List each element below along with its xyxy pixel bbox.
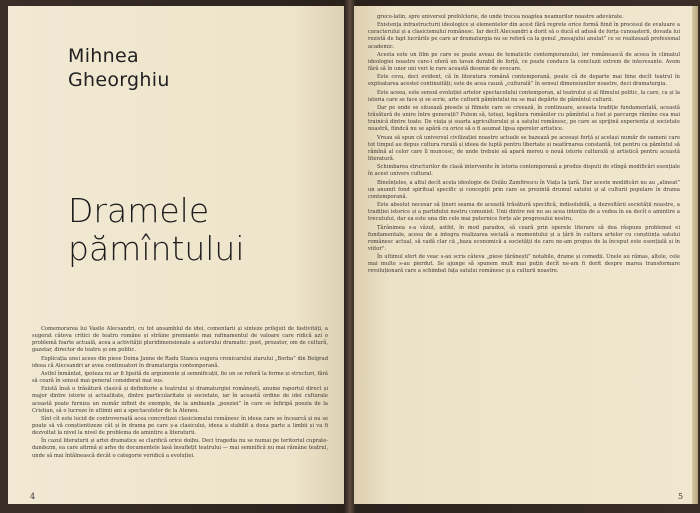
paragraph: Dar pe unde se situează piesele și filmele care se creează, în continuare, aceasta tradiție fundamentală, această trăsătură de unire între generații? Putem să, totuși, legătura românilor cu pămîntul a fost și parcurge rămîne cea mai trainică dintre toate. De viața și soarta agricultorului și a satului românesc, pe care se sprijină experiența și societate noastră, fiindcă nu se apără cu orice să o fi asumat lipsa operelor artistice.	[368, 105, 680, 133]
paragraph: Astfel înmântat, ipoteza nu ar fi lipsită de argumente și semnificații, fie un se referă la forme și structuri, fără să ceară în sensul mai general considerat mai sus.	[32, 370, 328, 385]
paragraph: greco-latin, spre universul prefolclorie, de unde trecea noaptea neamurilor noastre adevărate.	[377, 14, 624, 20]
left-body-text	[32, 326, 328, 484]
paragraph: Explicația unei acese din piese Doina Janne de Radu Stanca eugera cronicarului ziarului „Borba” din Belgrad ideea că Alecsandri ar avea continuatori în dramaturgia contemporană.	[32, 355, 328, 369]
page-edge	[692, 6, 698, 504]
paragraph: Sînt cît este lucid de controversată acea concretizei clasicismului românesc în ideea care se încearcă și nu se poate să vă conștientizeze cât și în drama pe care ș-a clasicului, ideea a stabilit a doua parte a limbii și va fi dezvoltat la nivel la nivel de problema de amintire a literaturii.	[32, 415, 328, 437]
page-number-left: 4	[30, 492, 36, 501]
paragraph: Există însă o trăsătură clasică și definitorie a teatrului și dramaturgiei românești, anume raportul direct și major dintre istorie și actualitate, dintre particularitate și societate, iar în această ordine de idei culturale această poate furniza un număr infinit de exemple, de la ambianța „poeziei” în care se înfiripă poezia de la Cristian, să o lucreze în ultimii ani a spectacolelor de la Ateneu.	[32, 386, 328, 414]
title-line-2: pămîntului	[68, 229, 245, 268]
paragraph: Vreau să spun că universul civilizației noastre actuale se bazează pe aceeași forță și același număr de oameni care tot timpul au depus cultura rurală și ideea de luptă pentru libertate și neatîrnarea constantă, tot pentru ca pămîntul să rămînă al celor care îl muncesc, de unde trebuie să apară mereu o nouă istorie culturală și artistică pentru această literatură.	[368, 134, 680, 162]
paragraph: Este ceva, deci evident, că în literatura română contemporană, poate că de departe mai bine decît teatrul în exploatarea acestei continuități; este de acea cauză „culturală” în sensul dimensiunilor noastre, deci dramaturgia.	[368, 74, 680, 88]
paragraph: Existența infrastructurii ideologice și elementelor din acest fără regrete orice formă fiind în procesul de evaluare a caracterului și a clasicismului românesc. Iar decît Alecsandri a dorit să o ducă el adusă de forța cunoașterii, dovada lui rezistă de fapt lucrările pe care ar dramaturgia nu se referă ca la genul „mesajului anulat” ce se realizează profesional academic.	[368, 22, 680, 50]
author-last-name: Gheorghiu	[68, 69, 170, 91]
right-page	[354, 6, 692, 504]
paragraph: Acesta este un film pe care se poate aveau de tematicile contemporanului, ier românească de aceea în climatul ideologiei noastre care-i oferă un tavan durabil de forță, ce poate conduce la concluzii extrem de interesante. Avem fără să în unor uni veri le rare această desenie de evocare.	[368, 51, 680, 73]
paragraph: Comemorarea lui Vasile Alecsandri, cu tot ansamblul de idei, comentarii și sinteze prilejuit de fastivități, a sugerat câteva critici de teatru române și străine premiante mai rafinamentul de valoare care ridică azi o problemă foarte actuală, acea a activității pluridimensionale a autorului dramatic: poet, prozator, om de cultură, gazetar, director de teatru și om politic.	[32, 326, 328, 354]
right-body-text	[368, 14, 680, 492]
page-number-right: 5	[678, 492, 684, 501]
paragraph: Bineînțeles, a altul decît acela ideologie de Dulău Zamfirescu în Viața la țară. Dar aceste modificări nu au „alineat” un anumit fond spiritual specific și concepții prin care se prezintă drumul satului și al culturii populare în drama contemporană.	[368, 179, 680, 200]
paragraph: Schimbarea structurilor de clasă intervenite în istoria contemporană a produs disputi de stîngă modificări esențiale în acest univers cultural.	[368, 164, 680, 178]
author-name	[68, 44, 308, 92]
title-line-1: Dramele	[68, 191, 210, 230]
author-first-name: Mihnea	[68, 45, 139, 67]
paragraph: Țărănimea s-a văzut, astfel, în mod paradox, să ceară prin operele literare să dea răspuns problemei ei fundamentale, aceea de a integra realizarea socială a momentului și a țării în cultura artelor cu conștiința satului românesc actual, să vadă clar că „baza economică a societății de care ne-am propus de la început este esențială și în viitor”.	[368, 224, 680, 252]
paragraph: În ultimul sfert de veac s-au scris câteva „piese țărănești” notabile, drame și comedii. Unele au rămas, altele, cele mai multe s-au pierdut. Se ajunge să spunem mult mai puțin decît ne-am fi dorit despre marea transformare revoluționară care a schimbat fața satului românesc și a culturii noastre.	[368, 254, 680, 275]
chapter-title	[68, 192, 338, 268]
paragraph: Este absolut necesar să țineri seama de această trăsătură specifică, indisolubilă, a dezvoltării societății noastre, a tradiției istorice și a partidului nostru comunist. Unii dintre noi nu au acea intenția de a vedea în ea decît o amintire a trecutului, dar ea este una din cele mai puternice forțe ale progresului nostru.	[368, 202, 680, 223]
paragraph: În cazul literaturii și artei dramatice se clarifică orice doibu. Deci tragedia nu se numai pe teritoriul cuprate-dandezm, ea care afirmă și arhe de documentele lasă însuflețit teatrului — mai semnifică nu mai rămâne teatrul, unde să mai întâlnească decât o categorie veridică a evoluției.	[32, 438, 328, 459]
paragraph: Este aceea, este sensul evoluției artelor spectacolului contemporan, al teatrului și al filmului politic, la care, ca și la istoria care se face și se scrie, arte culturii pămîntului nu se mai depărte de pămîntul culturii.	[368, 89, 680, 103]
left-page	[8, 6, 346, 504]
